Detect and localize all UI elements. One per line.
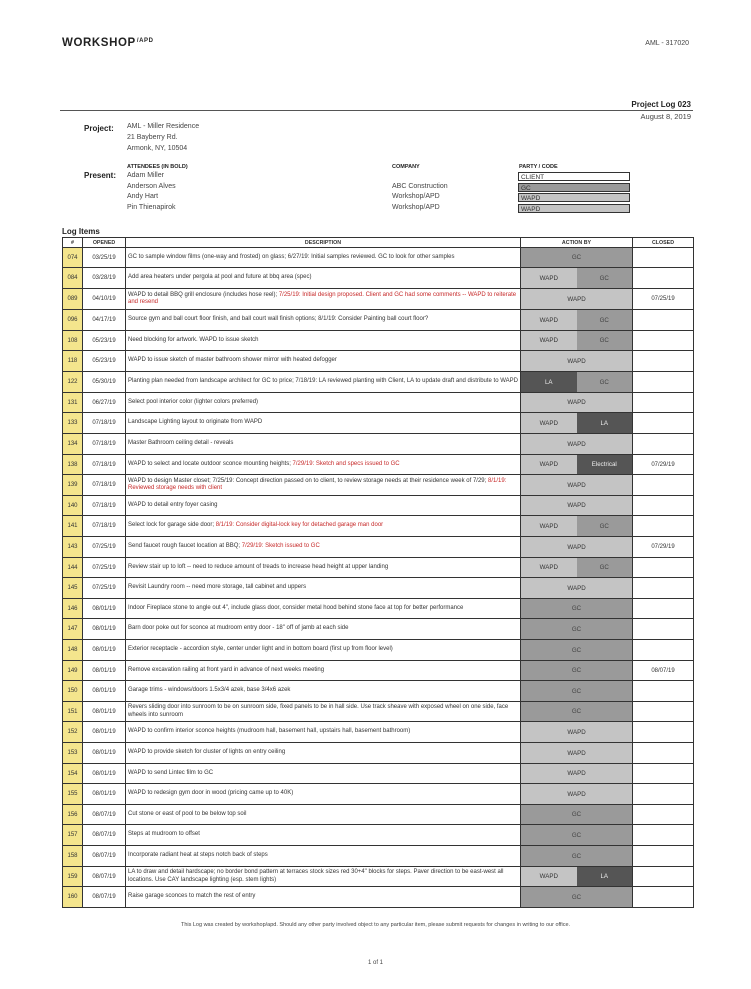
description-text: WAPD to send Lintec film to GC — [128, 769, 214, 776]
opened-date: 05/23/19 — [83, 351, 126, 372]
header-divider — [60, 110, 693, 111]
action-party: LA — [521, 372, 577, 392]
closed-date — [633, 372, 694, 393]
opened-date: 05/30/19 — [83, 372, 126, 393]
page-number: 1 of 1 — [367, 960, 383, 966]
item-number: 146 — [63, 599, 83, 619]
description-text: WAPD to detail entry foyer casing — [128, 501, 218, 508]
item-description — [126, 764, 521, 784]
description-text: Send faucet rough faucet location at BBQ; — [128, 543, 242, 550]
item-description — [126, 434, 521, 455]
action-party: GC — [521, 640, 632, 660]
action-party: GC — [521, 805, 632, 824]
opened-date: 07/18/19 — [83, 413, 126, 434]
log-items-title: Log Items — [62, 227, 100, 236]
party-code-badge: WAPD — [518, 204, 630, 213]
item-number: 139 — [63, 475, 83, 496]
item-description — [126, 784, 521, 805]
item-description — [126, 413, 521, 434]
closed-date — [633, 393, 694, 413]
action-by — [521, 413, 633, 434]
action-party: WAPD — [521, 558, 577, 577]
opened-date: 04/17/19 — [83, 310, 126, 331]
closed-date: 07/25/19 — [633, 289, 694, 310]
description-text: Planting plan needed from landscape architect for GC to price; 7/18/19: LA reviewed planting with Client, LA to update draft and distribute to WAPD — [128, 378, 519, 385]
attendee-name: Adam Miller — [127, 172, 164, 179]
column-header-closed: CLOSED — [633, 238, 694, 248]
closed-date — [633, 434, 694, 455]
item-description — [126, 887, 521, 908]
action-party: WAPD — [521, 393, 632, 412]
action-by — [521, 434, 633, 455]
opened-date: 08/01/19 — [83, 619, 126, 640]
closed-date — [633, 268, 694, 289]
item-number: 143 — [63, 537, 83, 558]
action-party: WAPD — [521, 455, 577, 474]
description-text: Revers sliding door into sunroom to be on sunroom side, fixed panels to be in hall side. Use track sheave with exposed wheel on one side, face wheels into sunroom — [128, 704, 509, 718]
opened-date: 07/18/19 — [83, 516, 126, 537]
action-party: WAPD — [521, 331, 577, 350]
description-text: WAPD to issue sketch of master bathroom shower mirror with heated defogger — [128, 357, 337, 364]
action-party: GC — [577, 516, 633, 536]
item-number: 140 — [63, 496, 83, 516]
item-number: 133 — [63, 413, 83, 434]
item-description — [126, 743, 521, 764]
closed-date — [633, 599, 694, 619]
item-description — [126, 825, 521, 846]
item-description — [126, 289, 521, 310]
opened-date: 04/10/19 — [83, 289, 126, 310]
item-description — [126, 681, 521, 702]
description-update: 7/29/19: Sketch issued to GC — [241, 543, 320, 550]
action-party: WAPD — [521, 764, 632, 783]
closed-date — [633, 475, 694, 496]
action-by — [521, 619, 633, 640]
action-by — [521, 661, 633, 681]
item-description — [126, 268, 521, 289]
description-text: Cut stone or east of pool to be below top soil — [128, 810, 247, 817]
opened-date: 07/18/19 — [83, 455, 126, 475]
item-number: 141 — [63, 516, 83, 537]
action-party: GC — [521, 248, 632, 267]
opened-date: 08/07/19 — [83, 867, 126, 887]
project-log-title: Project Log 023 — [631, 100, 691, 109]
description-text: GC to sample window films (one-way and frosted) on glass; 6/27/19: Initial samples reviewed. GC to look for other samples — [128, 253, 455, 260]
action-by — [521, 289, 633, 310]
item-description — [126, 475, 521, 496]
closed-date — [633, 516, 694, 537]
project-address-line1: 21 Bayberry Rd. — [127, 134, 178, 141]
item-description — [126, 702, 521, 722]
item-description — [126, 372, 521, 393]
action-party: GC — [521, 825, 632, 845]
description-text: Remove excavation railing at front yard in advance of next weeks meeting — [128, 666, 325, 673]
action-by — [521, 825, 633, 846]
item-description — [126, 599, 521, 619]
item-number: 159 — [63, 867, 83, 887]
column-header-opened: OPENED — [83, 238, 126, 248]
closed-date — [633, 722, 694, 743]
item-number: 144 — [63, 558, 83, 578]
item-description — [126, 578, 521, 599]
attendees-header: ATTENDEES (IN BOLD) — [127, 164, 188, 170]
action-party: GC — [577, 268, 633, 288]
item-description — [126, 867, 521, 887]
party-code-header: PARTY / CODE — [519, 164, 558, 170]
action-party: WAPD — [521, 413, 577, 433]
description-text: WAPD to design Master closet; 7/25/19: Concept direction passed on to client, to review storage needs at their residence week of 7/29; — [128, 477, 488, 484]
action-by — [521, 702, 633, 722]
description-update: 7/25/19: Initial design proposed. Client and GC had some comments -- WAPD to reiterate and resend — [128, 291, 517, 305]
action-party: WAPD — [521, 743, 632, 763]
item-description — [126, 846, 521, 867]
opened-date: 07/18/19 — [83, 496, 126, 516]
description-update: 7/29/19: Sketch and specs issued to GC — [292, 460, 400, 467]
opened-date: 05/23/19 — [83, 331, 126, 351]
item-number: 147 — [63, 619, 83, 640]
action-party: Electrical — [577, 455, 633, 474]
action-party: WAPD — [521, 289, 632, 309]
action-by — [521, 681, 633, 702]
closed-date — [633, 619, 694, 640]
closed-date: 07/29/19 — [633, 455, 694, 475]
item-description — [126, 661, 521, 681]
action-party: GC — [577, 310, 633, 330]
closed-date — [633, 351, 694, 372]
description-text: LA to draw and detail hardscape; no border bond pattern at terraces stock sizes red 30+4" blocks for steps. Paver direction to be east-west all locations. Use CAY landscape lighting (esp. stem lights) — [128, 869, 504, 883]
description-text: WAPD to provide sketch for cluster of lights on entry ceiling — [128, 749, 286, 756]
closed-date — [633, 558, 694, 578]
project-name: AML - Miller Residence — [127, 123, 200, 130]
attendee-company: ABC Construction — [392, 182, 448, 190]
description-text: Need blocking for artwork. WAPD to issue sketch — [128, 336, 259, 343]
opened-date: 07/25/19 — [83, 558, 126, 578]
attendee-name: Andy Hart — [127, 193, 159, 200]
action-by — [521, 268, 633, 289]
log-date: August 8, 2019 — [640, 112, 691, 121]
description-text: Source gym and ball court floor finish, and ball court wall finish options; 8/1/19: Consider Painting ball court floor? — [128, 316, 429, 323]
item-number: 118 — [63, 351, 83, 372]
closed-date — [633, 743, 694, 764]
closed-date — [633, 887, 694, 908]
company-logo: $WORKSHOP^{/APD}$ — [62, 37, 154, 49]
action-party: WAPD — [521, 516, 577, 536]
item-description — [126, 619, 521, 640]
opened-date: 03/28/19 — [83, 268, 126, 289]
description-text: WAPD to detail BBQ grill enclosure (includes hose reel); — [128, 291, 279, 298]
action-by — [521, 640, 633, 661]
closed-date — [633, 331, 694, 351]
item-number: 150 — [63, 681, 83, 702]
closed-date — [633, 784, 694, 805]
closed-date — [633, 578, 694, 599]
action-party: GC — [577, 372, 633, 392]
opened-date: 08/01/19 — [83, 640, 126, 661]
item-number: 108 — [63, 331, 83, 351]
description-text: Revisit Laundry room -- need more storage, tall cabinet and uppers — [128, 584, 307, 591]
action-party: WAPD — [521, 268, 577, 288]
description-text: Review stair up to loft -- need to reduce amount of treads to increase head height at upper landing — [128, 563, 389, 570]
action-party: GC — [521, 619, 632, 639]
action-by — [521, 537, 633, 558]
action-party: GC — [521, 681, 632, 701]
closed-date — [633, 413, 694, 434]
action-party: GC — [577, 558, 633, 577]
description-text: Select pool interior color (lighter colors preferred) — [128, 398, 259, 405]
action-by — [521, 351, 633, 372]
item-description — [126, 248, 521, 268]
column-header-num: # — [63, 238, 83, 248]
action-by — [521, 764, 633, 784]
action-party: WAPD — [521, 310, 577, 330]
action-party: GC — [521, 599, 632, 618]
item-description — [126, 331, 521, 351]
opened-date: 08/01/19 — [83, 784, 126, 805]
item-number: 131 — [63, 393, 83, 413]
action-party: WAPD — [521, 351, 632, 371]
item-description — [126, 310, 521, 331]
opened-date: 08/07/19 — [83, 805, 126, 825]
action-by — [521, 784, 633, 805]
description-text: Raise garage sconces to match the rest of entry — [128, 893, 256, 900]
action-by — [521, 887, 633, 908]
action-party: GC — [521, 661, 632, 680]
attendee-company: Workshop/APD — [392, 203, 440, 211]
closed-date — [633, 867, 694, 887]
column-header-action: ACTION BY — [521, 238, 633, 248]
closed-date — [633, 640, 694, 661]
action-party: LA — [577, 413, 633, 433]
action-party: WAPD — [521, 434, 632, 454]
action-by — [521, 310, 633, 331]
action-by — [521, 331, 633, 351]
closed-date — [633, 805, 694, 825]
description-text: Garage trims - windows/doors 1.5x3/4 azek, base 3/4x6 azek — [128, 687, 291, 694]
action-by — [521, 558, 633, 578]
action-party: GC — [521, 887, 632, 907]
item-number: 160 — [63, 887, 83, 908]
action-party: WAPD — [521, 496, 632, 515]
item-description — [126, 722, 521, 743]
opened-date: 08/07/19 — [83, 846, 126, 867]
item-number: 145 — [63, 578, 83, 599]
action-by — [521, 516, 633, 537]
description-update: 8/1/19: Consider digital-lock key for detached garage man door — [215, 522, 384, 529]
opened-date: 06/27/19 — [83, 393, 126, 413]
opened-date: 08/01/19 — [83, 722, 126, 743]
action-by — [521, 599, 633, 619]
description-text: Landscape Lighting layout to originate from WAPD — [128, 419, 263, 426]
item-description — [126, 537, 521, 558]
description-text: WAPD to select and locate outdoor sconce mounting heights; — [128, 460, 293, 467]
action-party: WAPD — [521, 475, 632, 495]
attendee-name: Anderson Alves — [127, 182, 176, 190]
present-label: Present: — [84, 171, 117, 180]
item-number: 148 — [63, 640, 83, 661]
closed-date — [633, 825, 694, 846]
action-by — [521, 248, 633, 268]
item-number: 154 — [63, 764, 83, 784]
project-address-line2: Armonk, NY, 10504 — [127, 145, 188, 152]
party-code-badge: CLIENT — [518, 172, 630, 181]
description-text: WAPD to confirm interior sconce heights (mudroom hall, basement hall, upstairs hall, basement bathroom) — [128, 728, 411, 735]
action-by — [521, 455, 633, 475]
item-number: 096 — [63, 310, 83, 331]
action-party: GC — [577, 331, 633, 350]
action-by — [521, 578, 633, 599]
item-description — [126, 351, 521, 372]
opened-date: 08/01/19 — [83, 743, 126, 764]
opened-date: 07/18/19 — [83, 475, 126, 496]
item-number: 153 — [63, 743, 83, 764]
description-text: Master Bathroom ceiling detail - reveals — [128, 440, 234, 447]
column-header-description: DESCRIPTION — [126, 238, 521, 248]
action-party: WAPD — [521, 784, 632, 804]
closed-date — [633, 496, 694, 516]
action-by — [521, 805, 633, 825]
item-description — [126, 393, 521, 413]
item-number: 151 — [63, 702, 83, 722]
opened-date: 08/01/19 — [83, 661, 126, 681]
party-code-badge: GC — [518, 183, 630, 192]
item-description — [126, 805, 521, 825]
opened-date: 08/01/19 — [83, 764, 126, 784]
closed-date: 07/29/19 — [633, 537, 694, 558]
opened-date: 08/01/19 — [83, 599, 126, 619]
item-number: 157 — [63, 825, 83, 846]
opened-date: 08/07/19 — [83, 825, 126, 846]
item-number: 149 — [63, 661, 83, 681]
closed-date — [633, 310, 694, 331]
action-by — [521, 496, 633, 516]
item-number: 122 — [63, 372, 83, 393]
opened-date: 08/01/19 — [83, 681, 126, 702]
item-number: 089 — [63, 289, 83, 310]
action-by — [521, 743, 633, 764]
description-text: Incorporate radiant heat at steps notch back of steps — [128, 852, 268, 859]
attendee-company: Workshop/APD — [392, 193, 440, 200]
item-number: 138 — [63, 455, 83, 475]
action-party: LA — [577, 867, 633, 886]
action-party: WAPD — [521, 578, 632, 598]
item-description — [126, 516, 521, 537]
action-by — [521, 475, 633, 496]
closed-date: 08/07/19 — [633, 661, 694, 681]
opened-date: 08/07/19 — [83, 887, 126, 908]
item-number: 158 — [63, 846, 83, 867]
action-party: GC — [521, 702, 632, 721]
closed-date — [633, 702, 694, 722]
description-text: Exterior receptacle - accordion style, center under light and in bottom board (first up from floor level) — [128, 646, 393, 653]
item-number: 074 — [63, 248, 83, 268]
description-update: 8/1/19: Reviewed storage needs with client — [128, 477, 507, 491]
item-number: 155 — [63, 784, 83, 805]
action-by — [521, 867, 633, 887]
description-text: Add area heaters under pergola at pool and future at bbq area (spec) — [128, 274, 312, 281]
description-text: Indoor Fireplace stone to angle out 4", include glass door, consider metal hood behind stone face at top for better performance — [128, 604, 464, 611]
opened-date: 07/25/19 — [83, 578, 126, 599]
log-table — [62, 237, 694, 908]
opened-date: 08/01/19 — [83, 702, 126, 722]
closed-date — [633, 681, 694, 702]
description-text: Select lock for garage side door; — [128, 522, 216, 529]
item-description — [126, 640, 521, 661]
item-description — [126, 558, 521, 578]
item-number: 134 — [63, 434, 83, 455]
description-text: Barn door poke out for sconce at mudroom entry door - 18" off of jamb at each side — [128, 625, 349, 632]
company-header: COMPANY — [392, 164, 420, 170]
item-number: 084 — [63, 268, 83, 289]
action-party: WAPD — [521, 867, 577, 886]
opened-date: 07/18/19 — [83, 434, 126, 455]
party-code-badge: WAPD — [518, 193, 630, 202]
item-description — [126, 455, 521, 475]
action-party: WAPD — [521, 722, 632, 742]
opened-date: 07/25/19 — [83, 537, 126, 558]
action-by — [521, 722, 633, 743]
closed-date — [633, 764, 694, 784]
action-by — [521, 393, 633, 413]
description-text: WAPD to redesign gym door in wood (pricing came up to 40K) — [128, 790, 294, 797]
action-by — [521, 372, 633, 393]
action-by — [521, 846, 633, 867]
closed-date — [633, 846, 694, 867]
item-number: 156 — [63, 805, 83, 825]
footer-note: This Log was created by workshop/apd. Should any other party involved object to any particular item, please submit requests for changes in writing to our office. — [180, 922, 571, 928]
item-number: 152 — [63, 722, 83, 743]
closed-date — [633, 248, 694, 268]
action-party: GC — [521, 846, 632, 866]
project-label: Project: — [84, 124, 114, 133]
action-party: WAPD — [521, 537, 632, 557]
document-reference: AML - 317020 — [645, 40, 689, 47]
description-text: Steps at mudroom to offset — [128, 831, 200, 838]
attendee-name: Pin Thienapirok — [127, 203, 176, 211]
item-description — [126, 496, 521, 516]
opened-date: 03/25/19 — [83, 248, 126, 268]
